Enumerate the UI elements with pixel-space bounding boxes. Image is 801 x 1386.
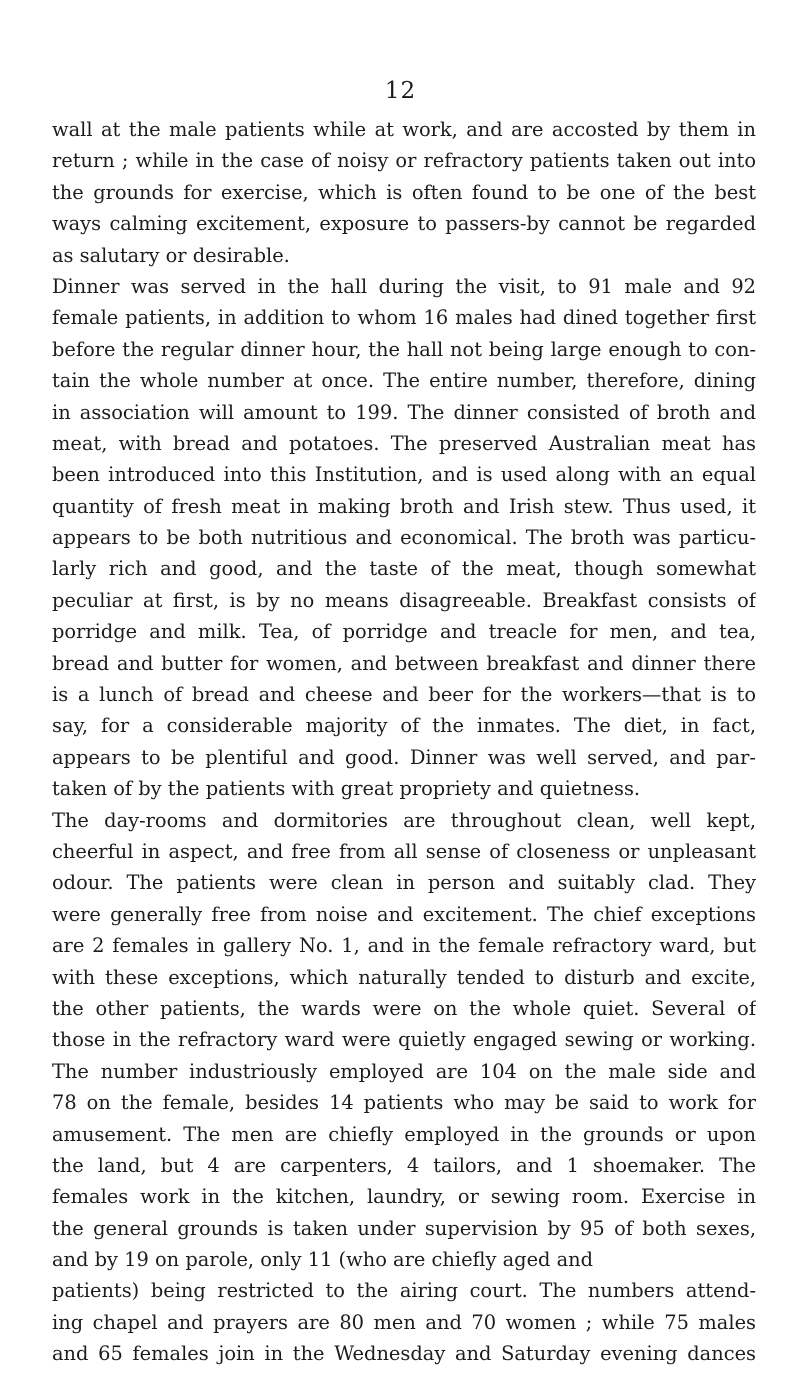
text-line: taken of by the patients with great propriety and quietness. (52, 777, 641, 801)
text-line: odour. The patients were clean in person and suitably clad. They (52, 871, 756, 895)
text-line: the general grounds is taken under supervision by 95 of both sexes, (52, 1216, 756, 1240)
text-line: and 65 females join in the Wednesday and Saturday evening dances (52, 1342, 756, 1366)
text-line: cheerful in aspect, and free from all sense of closeness or unpleasant (52, 839, 756, 863)
text-line: before the regular dinner hour, the hall not being large enough to con- (52, 337, 756, 361)
text-line: porridge and milk. Tea, of porridge and treacle for men, and tea, (52, 620, 756, 644)
text-line: The number industriously employed are 104 on the male side and (52, 1059, 756, 1083)
text-line: The day-rooms and dormitories are throughout clean, well kept, (52, 808, 756, 832)
text-line: those in the refractory ward were quietly engaged sewing or working. (52, 1028, 756, 1052)
text-line: meat, with bread and potatoes. The preserved Australian meat has (52, 431, 756, 455)
text-line: are 2 females in gallery No. 1, and in the female refractory ward, but (52, 934, 756, 958)
body-text (52, 114, 756, 1370)
text-line: the grounds for exercise, which is often found to be one of the best (52, 180, 756, 204)
text-line: female patients, in addition to whom 16 males had dined together first (52, 306, 756, 330)
text-line: the other patients, the wards were on the whole quiet. Several of (52, 996, 756, 1020)
text-line: females work in the kitchen, laundry, or sewing room. Exercise in (52, 1185, 756, 1209)
text-line: ways calming excitement, exposure to passers-by cannot be regarded (52, 212, 756, 236)
text-line: were generally free from noise and excitement. The chief exceptions (52, 902, 756, 926)
text-line: Dinner was served in the hall during the visit, to 91 male and 92 (52, 274, 756, 298)
text-line: the land, but 4 are carpenters, 4 tailors, and 1 shoemaker. The (52, 1153, 756, 1177)
text-line: quantity of fresh meat in making broth and Irish stew. Thus used, it (52, 494, 756, 518)
text-line: bread and butter for women, and between breakfast and dinner there (52, 651, 756, 675)
text-line: as salutary or desirable. (52, 243, 290, 267)
text-line: amusement. The men are chiefly employed in the grounds or upon (52, 1122, 756, 1146)
text-line: 78 on the female, besides 14 patients who may be said to work for (52, 1091, 756, 1115)
text-line: appears to be both nutritious and economical. The broth was particu- (52, 526, 756, 550)
text-line: been introduced into this Institution, and is used along with an equal (52, 463, 756, 487)
text-line: in association will amount to 199. The dinner consisted of broth and (52, 400, 756, 424)
text-line: peculiar at first, is by no means disagreeable. Breakfast consists of (52, 588, 756, 612)
text-line: is a lunch of bread and cheese and beer for the workers—that is to (52, 683, 756, 707)
text-line: say, for a considerable majority of the inmates. The diet, in fact, (52, 714, 756, 738)
text-line: with these exceptions, which naturally tended to disturb and excite, (52, 965, 756, 989)
text-line: ing chapel and prayers are 80 men and 70 women ; while 75 males (52, 1310, 756, 1334)
text-line: tain the whole number at once. The entire number, therefore, dining (52, 369, 756, 393)
text-line: and by 19 on parole, only 11 (who are chiefly aged and (52, 1248, 594, 1272)
text-line: appears to be plentiful and good. Dinner was well served, and par- (52, 745, 756, 769)
text-line: patients) being restricted to the airing court. The numbers attend- (52, 1279, 756, 1303)
text-line: wall at the male patients while at work, and are accosted by them in (52, 118, 756, 141)
text-line: larly rich and good, and the taste of the meat, though somewhat (52, 557, 756, 581)
text-line: return ; while in the case of noisy or refractory patients taken out into (52, 149, 756, 173)
page-number: 12 (384, 78, 417, 104)
